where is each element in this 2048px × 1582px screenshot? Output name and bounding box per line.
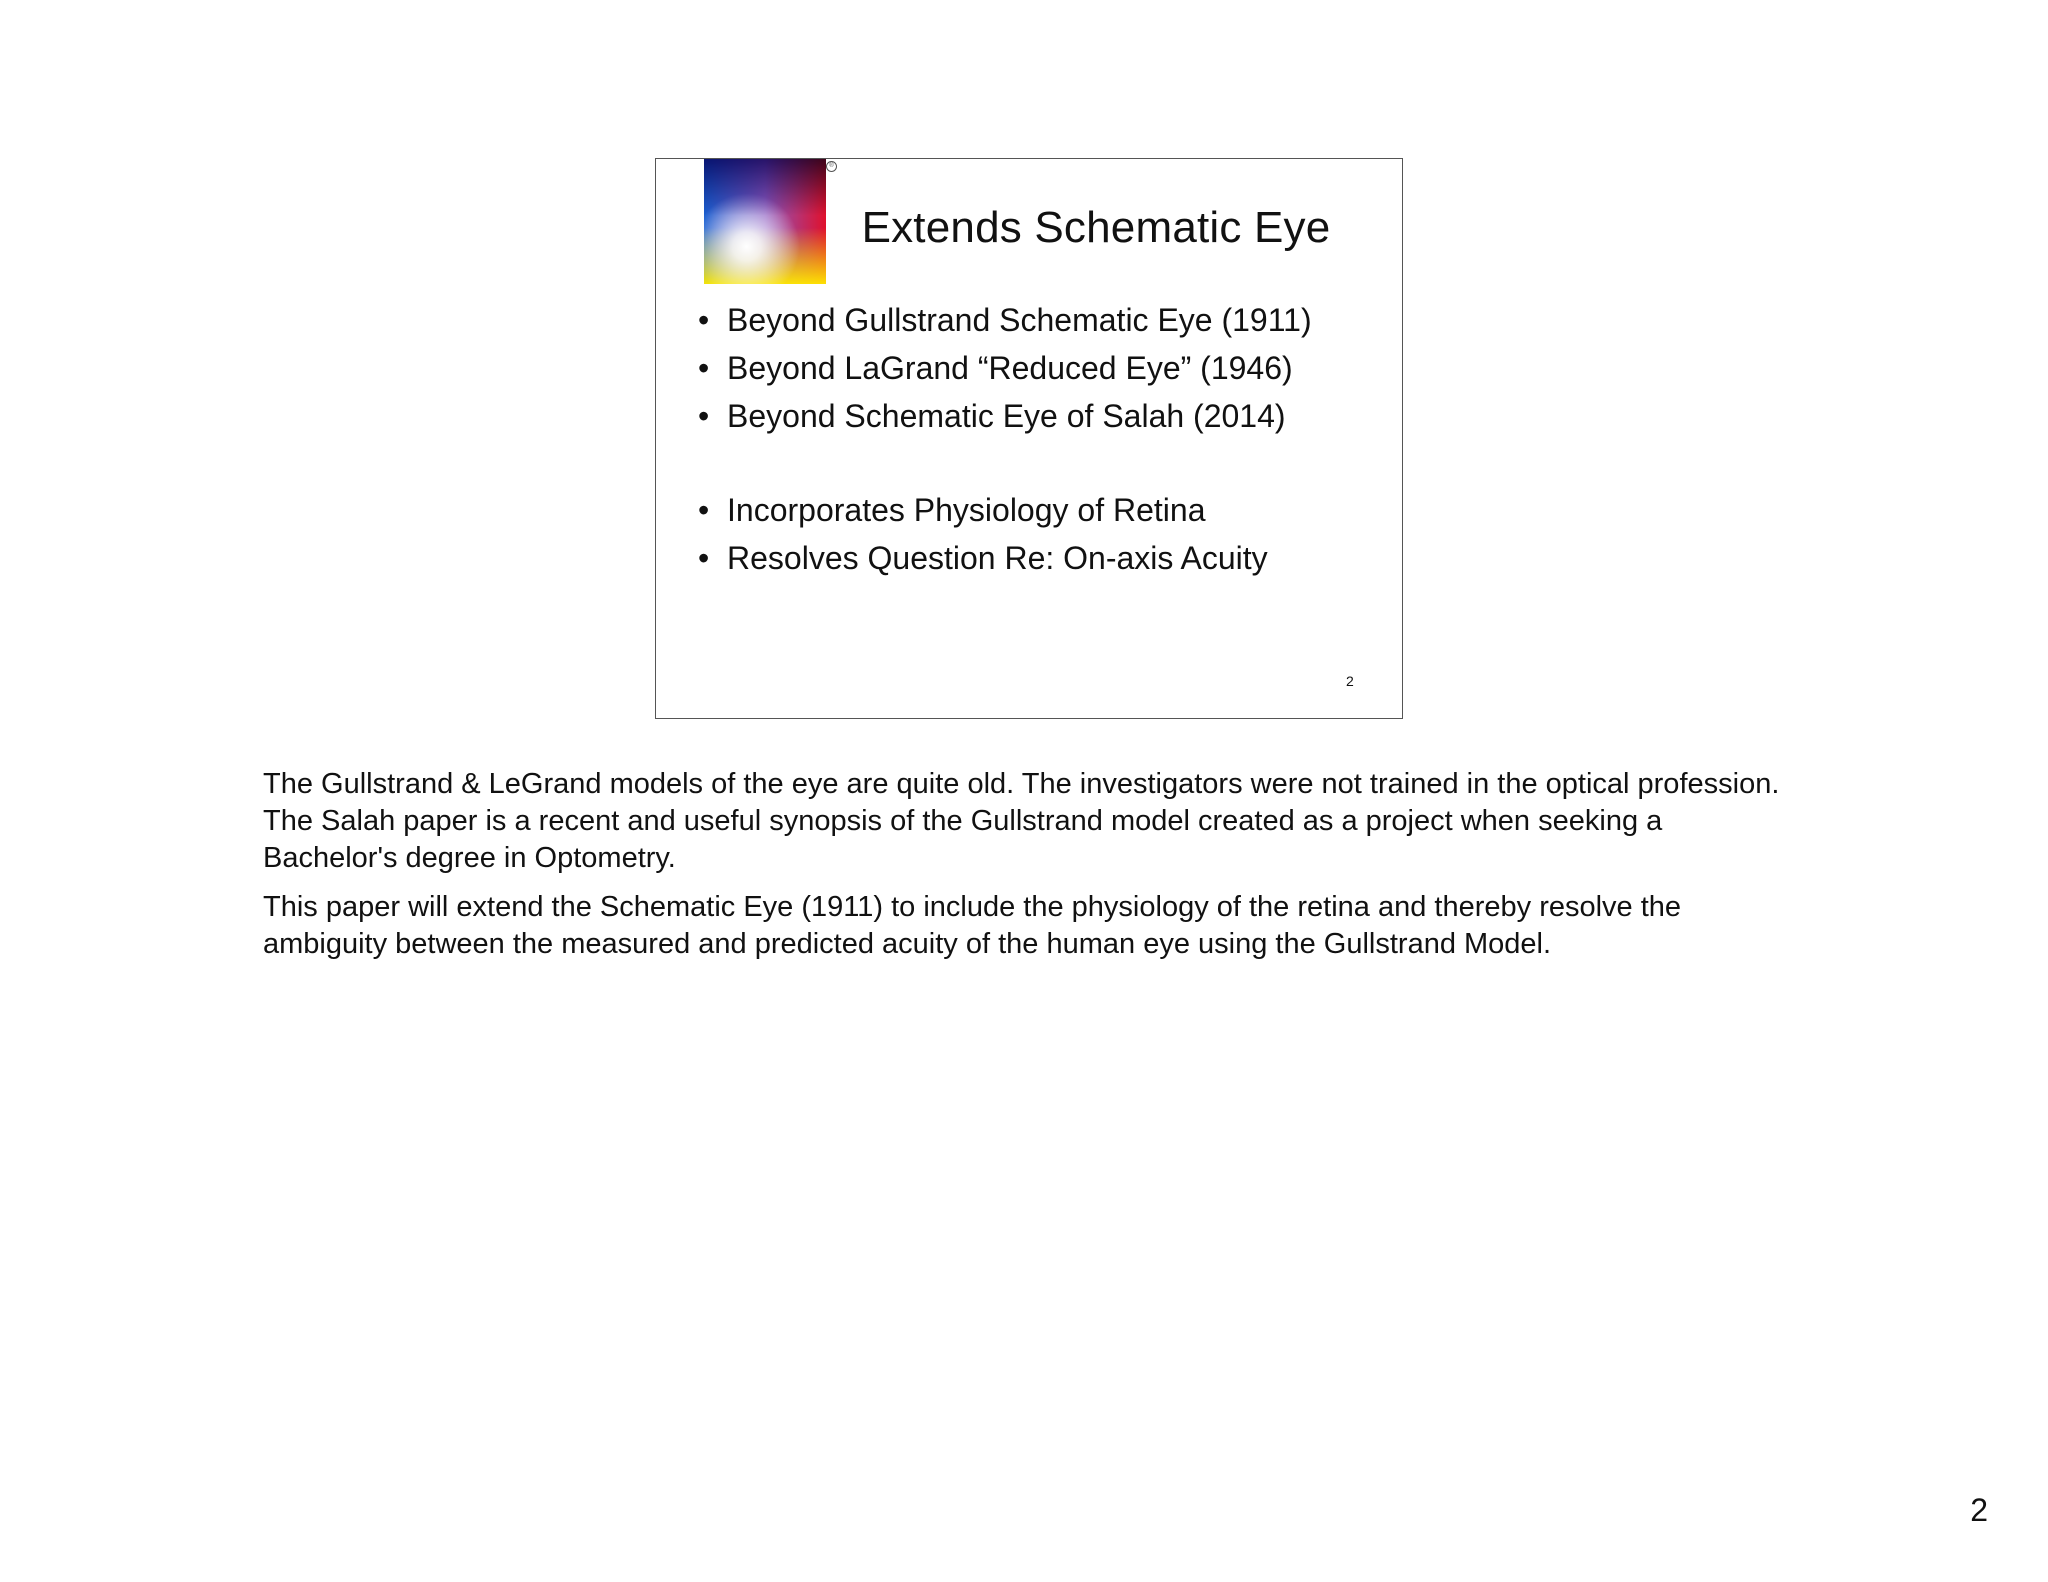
list-item <box>698 534 1378 582</box>
notes-paragraph: This paper will extend the Schematic Eye (1911) to include the physiology of the retina and thereby resolve the ambiguity between the measured and predicted acuity of the human eye using the Gullstrand Model. <box>263 891 1682 960</box>
notes-paragraph: The Gullstrand & LeGrand models of the eye are quite old. The investigators were not trained in the optical profession. The Salah paper is a recent and useful synopsis of the Gullstrand model created as a project when seeking a Bachelor's degree in Optometry. <box>263 768 1780 874</box>
list-item <box>698 392 1378 440</box>
bullet-list-secondary <box>698 486 1378 582</box>
list-item <box>698 344 1378 392</box>
registered-mark-icon: ® <box>826 161 837 172</box>
bullet-text: Beyond LaGrand “Reduced Eye” (1946) <box>727 350 1293 386</box>
bullet-text: Incorporates Physiology of Retina <box>727 492 1206 528</box>
bullet-icon: • <box>698 398 710 434</box>
bullet-text: Resolves Question Re: On-axis Acuity <box>727 540 1268 576</box>
slide-number: 2 <box>1346 673 1354 689</box>
bullet-icon: • <box>698 492 710 528</box>
bullet-list-primary <box>698 296 1378 440</box>
list-item <box>698 296 1378 344</box>
bullet-icon: • <box>698 540 710 576</box>
bullet-text: Beyond Gullstrand Schematic Eye (1911) <box>727 302 1312 338</box>
page-number: 2 <box>1970 1492 1988 1528</box>
list-item <box>698 486 1378 534</box>
bullet-icon: • <box>698 302 710 338</box>
bullet-icon: • <box>698 350 710 386</box>
color-gradient-logo-icon <box>704 159 826 284</box>
slide-title: Extends Schematic Eye <box>861 203 1331 252</box>
slide-thumbnail <box>655 158 1403 719</box>
bullet-text: Beyond Schematic Eye of Salah (2014) <box>727 398 1286 434</box>
speaker-notes <box>263 766 1803 975</box>
